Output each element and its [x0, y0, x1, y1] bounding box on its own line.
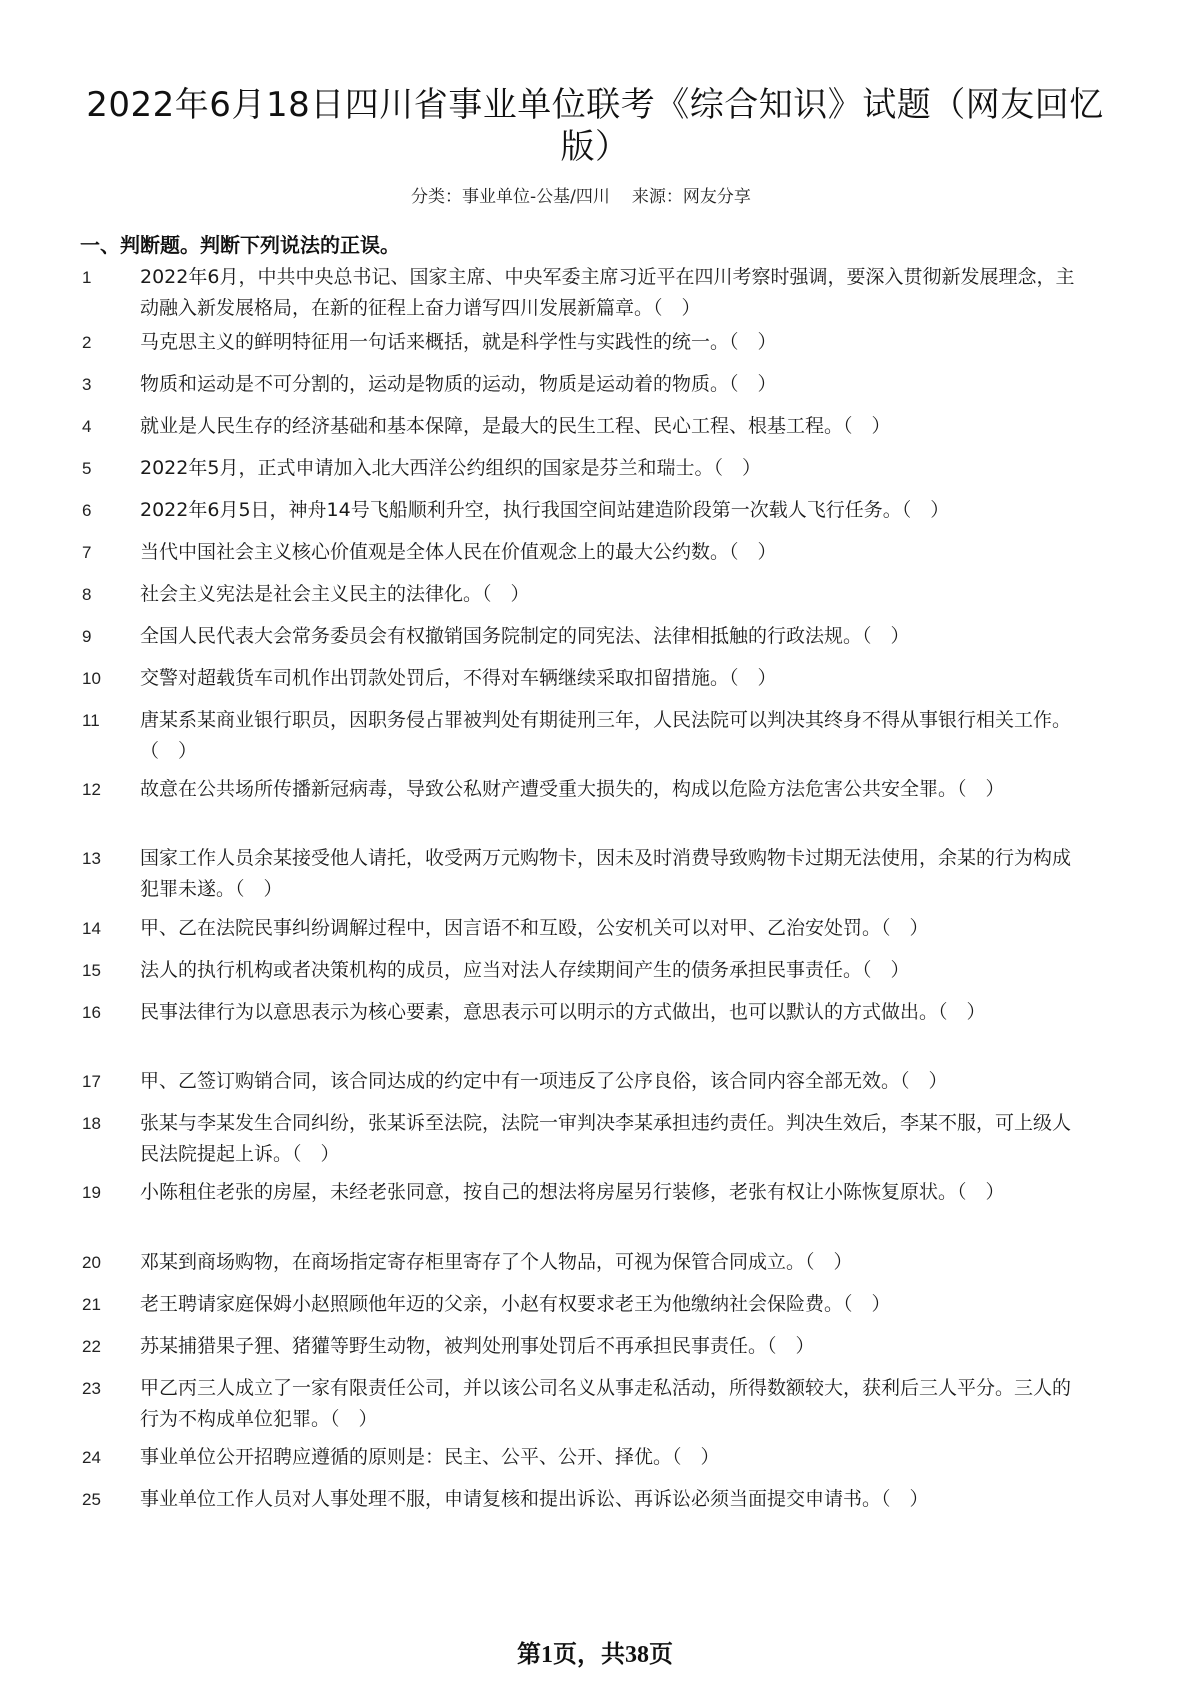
question-number: 6 [82, 501, 92, 520]
question-text: 民事法律行为以意思表示为核心要素，意思表示可以明示的方式做出，也可以默认的方式做出。（ ） [140, 1001, 986, 1023]
question-text: 张某与李某发生合同纠纷，张某诉至法院，法院一审判决李某承担违约责任。判决生效后，李某不服，可上级人民法院提起上诉。（ ） [140, 1112, 1072, 1165]
question-text: 物质和运动是不可分割的，运动是物质的运动，物质是运动着的物质。（ ） [140, 373, 777, 395]
question-number: 10 [82, 669, 101, 688]
question-text: 当代中国社会主义核心价值观是全体人民在价值观念上的最大公约数。（ ） [140, 541, 777, 563]
question-text: 就业是人民生存的经济基础和基本保障，是最大的民生工程、民心工程、根基工程。（ ） [140, 415, 891, 437]
question-text: 老王聘请家庭保姆小赵照顾他年迈的父亲，小赵有权要求老王为他缴纳社会保险费。（ ） [140, 1293, 891, 1315]
question-number: 19 [82, 1183, 101, 1202]
question-number: 16 [82, 1003, 101, 1022]
source-label: 来源：网友分享 [631, 187, 751, 207]
question-text: 社会主义宪法是社会主义民主的法律化。（ ） [140, 583, 530, 605]
page-footer: 第1页，共38页 [517, 1642, 673, 1668]
question-number: 14 [82, 919, 101, 938]
question-number: 1 [82, 268, 92, 287]
question-number: 7 [82, 543, 92, 562]
question-number: 20 [82, 1253, 101, 1272]
question-number: 5 [82, 459, 92, 478]
question-text: 2022年6月5日，神舟14号飞船顺利升空，执行我国空间站建造阶段第一次载人飞行任务。（ ） [140, 499, 950, 521]
question-text: 故意在公共场所传播新冠病毒，导致公私财产遭受重大损失的，构成以危险方法危害公共安全罪。（ ） [140, 778, 1005, 800]
question-text: 事业单位工作人员对人事处理不服，申请复核和提出诉讼、再诉讼必须当面提交申请书。（ ） [140, 1488, 929, 1510]
question-text: 事业单位公开招聘应遵循的原则是：民主、公平、公开、择优。（ ） [140, 1446, 720, 1468]
question-number: 15 [82, 961, 101, 980]
question-text: 唐某系某商业银行职员，因职务侵占罪被判处有期徒刑三年，人民法院可以判决其终身不得从事银行相关工作。（ ） [140, 709, 1072, 762]
question-text: 甲、乙在法院民事纠纷调解过程中，因言语不和互殴，公安机关可以对甲、乙治安处罚。（ ） [140, 917, 929, 939]
question-number: 24 [82, 1448, 101, 1467]
question-number: 22 [82, 1337, 101, 1356]
question-number: 17 [82, 1072, 101, 1091]
question-text: 甲乙丙三人成立了一家有限责任公司，并以该公司名义从事走私活动，所得数额较大，获利后三人平分。三人的行为不构成单位犯罪。（ ） [140, 1377, 1072, 1430]
question-number: 21 [82, 1295, 101, 1314]
question-text: 交警对超载货车司机作出罚款处罚后，不得对车辆继续采取扣留措施。（ ） [140, 667, 777, 689]
question-number: 2 [82, 333, 92, 352]
question-text: 2022年5月，正式申请加入北大西洋公约组织的国家是芬兰和瑞士。（ ） [140, 457, 761, 479]
question-number: 9 [82, 627, 92, 646]
question-text: 全国人民代表大会常务委员会有权撤销国务院制定的同宪法、法律相抵触的行政法规。（ ） [140, 625, 910, 647]
question-number: 25 [82, 1490, 101, 1509]
question-text: 小陈租住老张的房屋，未经老张同意，按自己的想法将房屋另行装修，老张有权让小陈恢复原状。（ ） [140, 1181, 1005, 1203]
question-number: 18 [82, 1114, 101, 1133]
question-number: 23 [82, 1379, 101, 1398]
question-number: 8 [82, 585, 92, 604]
question-text: 苏某捕猎果子狸、猪獾等野生动物，被判处刑事处罚后不再承担民事责任。（ ） [140, 1335, 815, 1357]
page-title: 2022年6月18日四川省事业单位联考《综合知识》试题（网友回忆版） [86, 85, 1104, 167]
question-text: 国家工作人员余某接受他人请托，收受两万元购物卡，因未及时消费导致购物卡过期无法使用，余某的行为构成犯罪未遂。（ ） [140, 847, 1072, 900]
question-number: 12 [82, 780, 101, 799]
question-text: 法人的执行机构或者决策机构的成员，应当对法人存续期间产生的债务承担民事责任。（ ） [140, 959, 910, 981]
question-text: 马克思主义的鲜明特征用一句话来概括，就是科学性与实践性的统一。（ ） [140, 331, 777, 353]
question-text: 2022年6月，中共中央总书记、国家主席、中央军委主席习近平在四川考察时强调，要深入贯彻新发展理念，主动融入新发展格局，在新的征程上奋力谱写四川发展新篇章。（ ） [140, 266, 1075, 319]
question-number: 3 [82, 375, 92, 394]
category-label: 分类：事业单位-公基/四川 [411, 187, 610, 207]
section-heading: 一、判断题。判断下列说法的正误。 [80, 233, 400, 257]
question-number: 4 [82, 417, 92, 436]
question-text: 甲、乙签订购销合同，该合同达成的约定中有一项违反了公序良俗，该合同内容全部无效。（ ） [140, 1070, 948, 1092]
question-text: 邓某到商场购物，在商场指定寄存柜里寄存了个人物品，可视为保管合同成立。（ ） [140, 1251, 853, 1273]
question-number: 11 [82, 711, 100, 730]
question-number: 13 [82, 849, 101, 868]
